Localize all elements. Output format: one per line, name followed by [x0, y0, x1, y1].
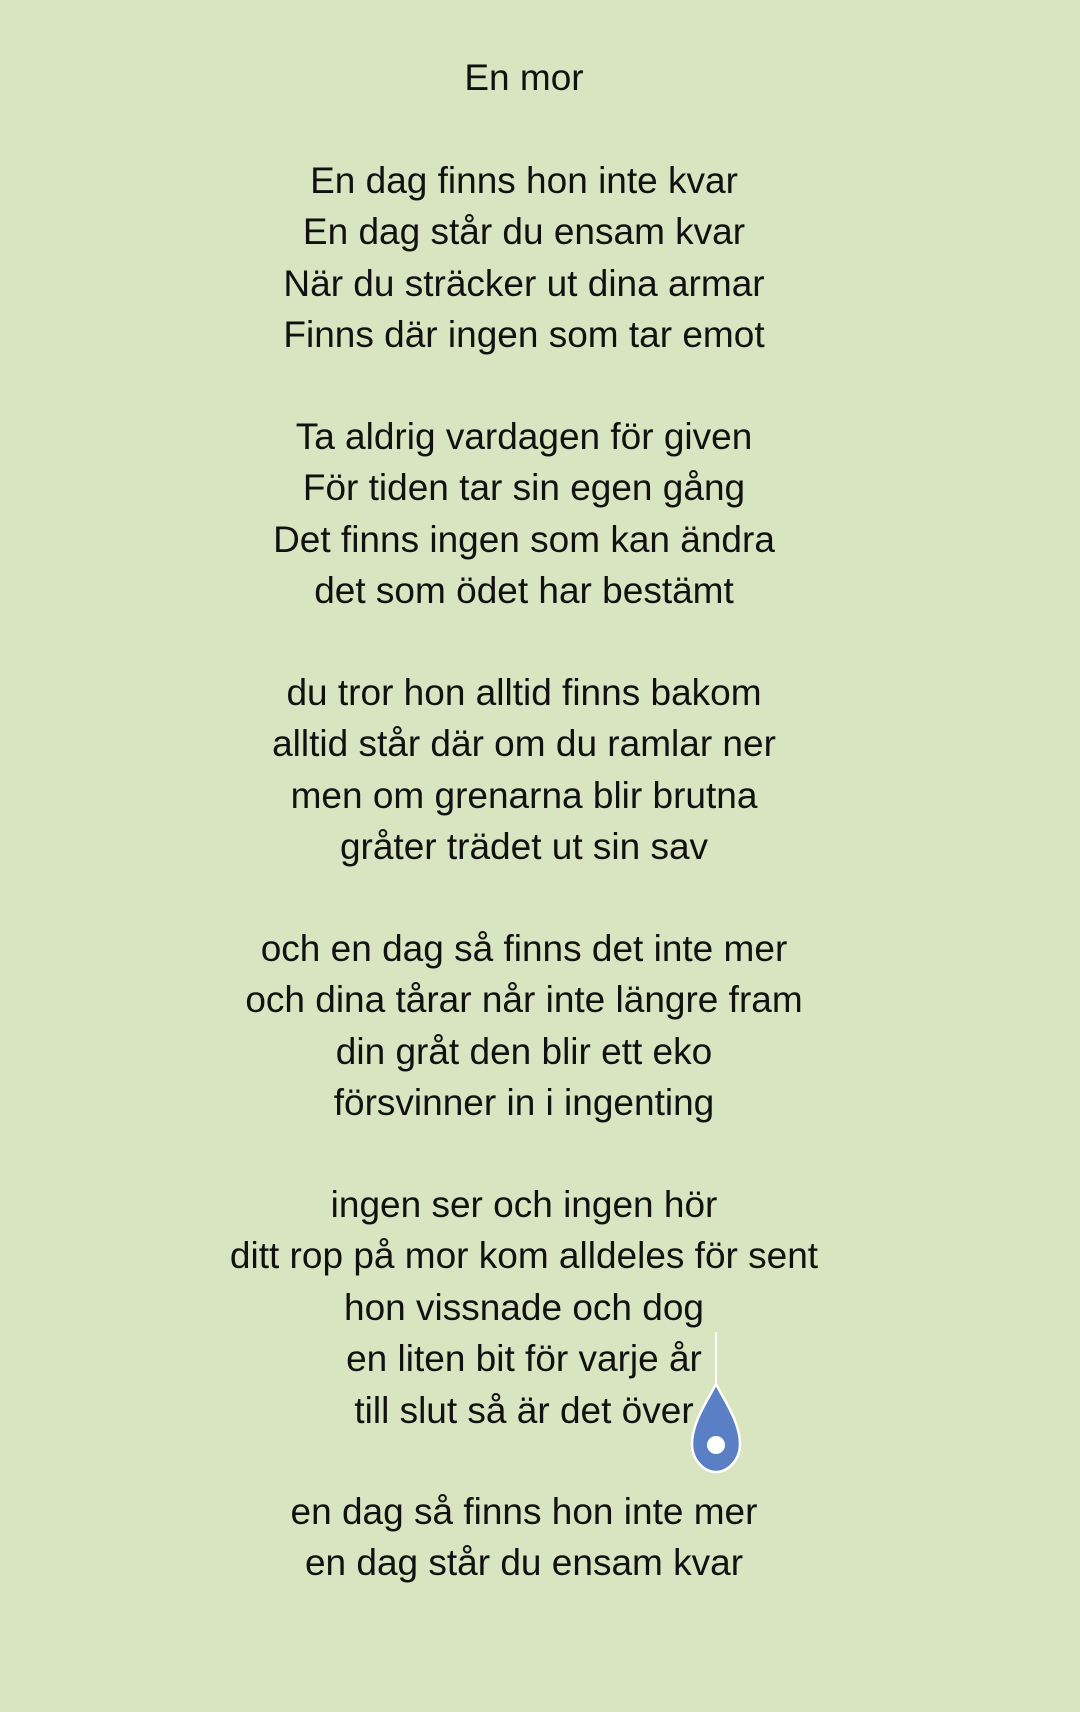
- poem-line: en dag så finns hon inte mer: [290, 1491, 758, 1532]
- poem-line: till slut så är det över: [354, 1389, 694, 1431]
- stanza-3: [0, 667, 1048, 873]
- poem-line: och dina tårar når inte längre fram: [245, 979, 803, 1021]
- poem-line: en liten bit för varje år: [346, 1338, 702, 1380]
- poem-line: men om grenarna blir brutna: [290, 774, 758, 816]
- poem-line: ditt rop på mor kom alldeles för sent: [229, 1235, 819, 1277]
- poem-line: alltid står där om du ramlar ner: [272, 723, 776, 765]
- poem-line: Finns där ingen som tar emot: [283, 314, 765, 356]
- stanza-4: [0, 923, 1048, 1129]
- poem-line: Ta aldrig vardagen för given: [295, 416, 753, 457]
- poem-line: försvinner in i ingenting: [333, 1082, 715, 1124]
- poem-line: En dag står du ensam kvar: [302, 211, 746, 253]
- poem-title: En mor: [464, 57, 584, 98]
- stanza-2: [0, 411, 1048, 617]
- stanza-6: [0, 1486, 1048, 1589]
- poem-line: och en dag så finns det inte mer: [260, 928, 788, 969]
- poem-line: hon vissnade och dog: [344, 1286, 704, 1328]
- poem-line: ingen ser och ingen hör: [330, 1184, 718, 1225]
- poem-line: Det finns ingen som kan ändra: [273, 518, 775, 560]
- poem-line: din gråt den blir ett eko: [335, 1030, 713, 1072]
- teardrop-icon: [682, 1332, 750, 1476]
- stanza-1: [0, 155, 1048, 361]
- poem-line: gråter trädet ut sin sav: [339, 826, 709, 868]
- poem-line: du tror hon alltid finns bakom: [286, 672, 762, 713]
- poem-line: När du sträcker ut dina armar: [283, 262, 765, 304]
- poem-line: En dag finns hon inte kvar: [310, 160, 738, 201]
- stanza-5: [0, 1179, 1048, 1436]
- poem-line: det som ödet har bestämt: [314, 570, 734, 612]
- poem-line: en dag står du ensam kvar: [304, 1542, 744, 1584]
- poem-line: För tiden tar sin egen gång: [302, 467, 746, 509]
